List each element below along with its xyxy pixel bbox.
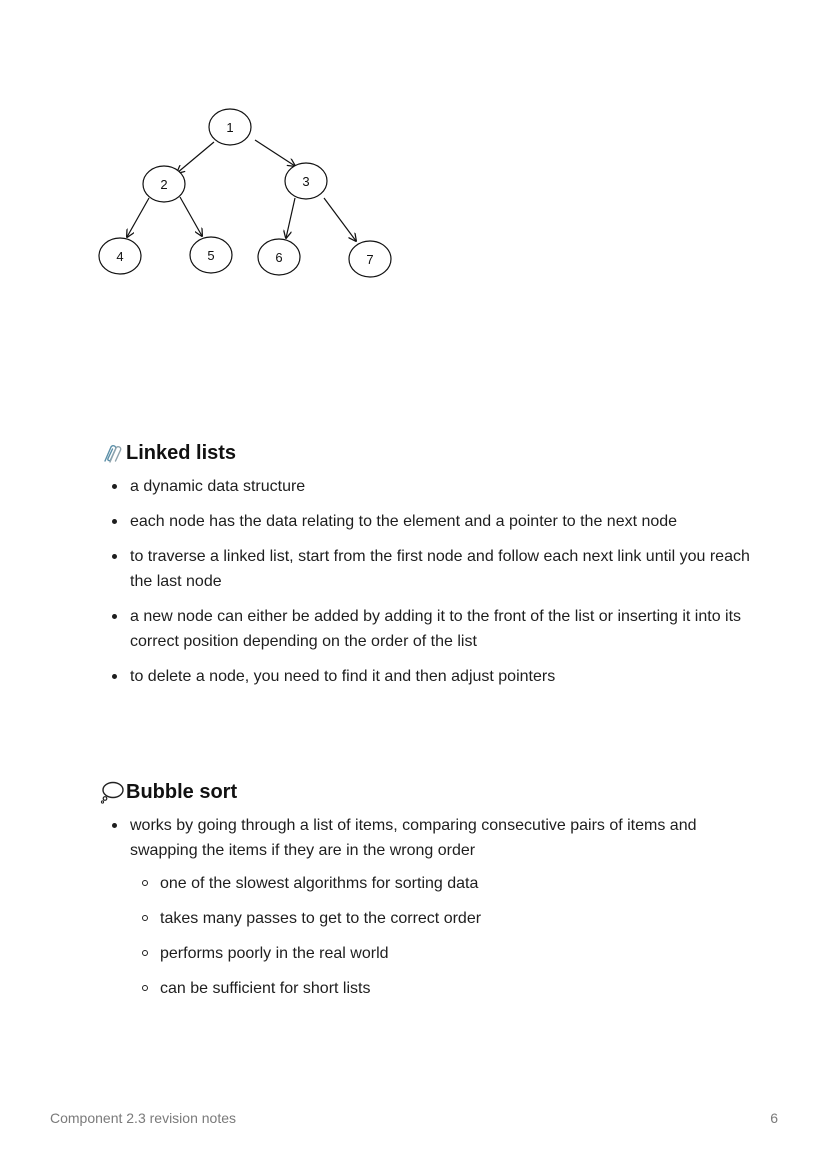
list-item (100, 813, 760, 1001)
thought-bubble-icon (100, 780, 124, 804)
sub-list-item: performs poorly in the real world (130, 941, 760, 966)
bubble-sort-sub-bullets (130, 871, 760, 1001)
tree-node-label: 7 (366, 252, 374, 267)
bubble-sort-bullets (100, 813, 760, 1001)
tree-node-label: 4 (116, 249, 124, 264)
sub-list-item: one of the slowest algorithms for sorting data (130, 871, 760, 896)
bubble-sort-title: Bubble sort (126, 780, 238, 803)
tree-node-label: 3 (302, 174, 310, 189)
tree-node-label: 5 (207, 248, 215, 263)
linked-lists-heading (100, 440, 760, 466)
tree-node-label: 2 (160, 177, 168, 192)
tree-edge (324, 198, 356, 241)
tree-node-label: 6 (275, 250, 283, 265)
bubble-sort-section (100, 779, 760, 1011)
footer-title: Component 2.3 revision notes (50, 1110, 236, 1126)
list-item: a new node can either be added by adding it to the front of the list or inserting it into its correct position depending on the order of the list (100, 604, 760, 654)
tree-edge (255, 140, 295, 166)
page-number: 6 (770, 1110, 778, 1126)
sub-list-item: takes many passes to get to the correct order (130, 906, 760, 931)
list-item: a dynamic data structure (100, 474, 760, 499)
list-item-text: works by going through a list of items, comparing consecutive pairs of items and swapping the items if they are in the wrong order (130, 817, 697, 859)
linked-lists-section (100, 440, 760, 699)
tree-edge (180, 197, 202, 236)
sub-list-item: can be sufficient for short lists (130, 976, 760, 1001)
paperclips-icon (100, 441, 124, 465)
list-item: to delete a node, you need to find it and then adjust pointers (100, 664, 760, 689)
tree-edge (177, 142, 214, 173)
tree-edge (286, 198, 295, 238)
linked-lists-title: Linked lists (126, 441, 237, 464)
list-item: each node has the data relating to the element and a pointer to the next node (100, 509, 760, 534)
list-item: to traverse a linked list, start from the first node and follow each next link until you reach the last node (100, 544, 760, 594)
bubble-sort-heading (100, 779, 760, 805)
tree-node-label: 1 (226, 120, 234, 135)
binary-tree-diagram (96, 100, 406, 290)
tree-edge (127, 198, 149, 237)
linked-lists-bullets (100, 474, 760, 689)
